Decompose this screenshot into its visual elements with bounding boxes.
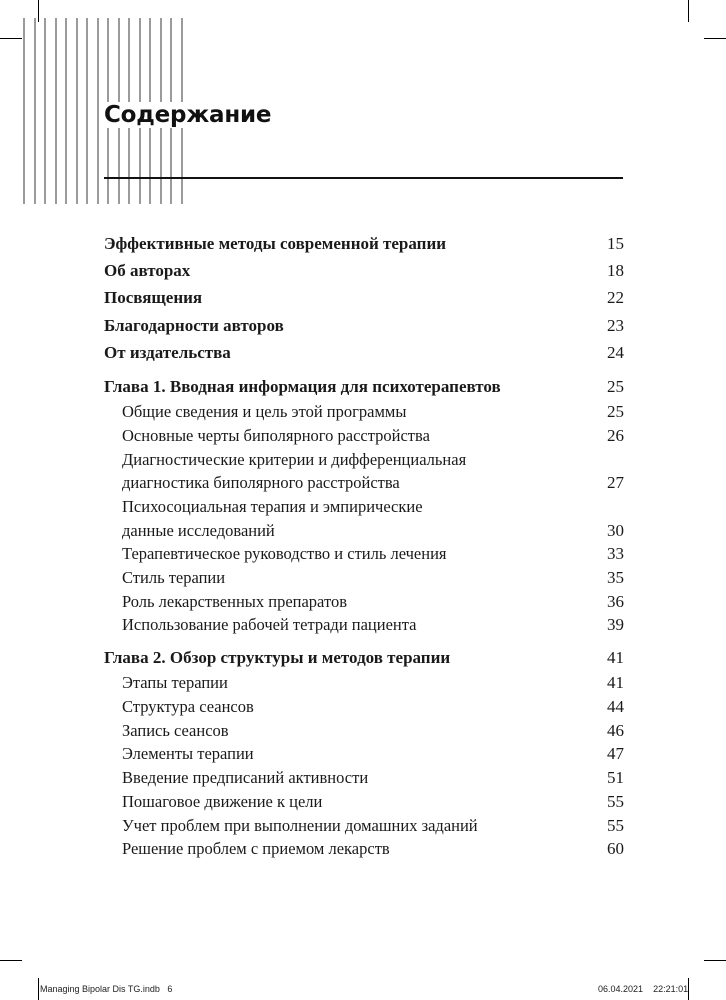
footer-page: 6 [167,984,173,994]
footer-time: 22:21:01 [653,984,689,994]
entry-title [122,424,624,448]
toc-subentry[interactable] [104,719,624,743]
toc-entry[interactable] [104,257,624,284]
entry-page-number: 44 [607,697,624,717]
footer-date: 06.04.2021 [598,984,644,994]
entry-page-number: 55 [607,815,624,835]
entry-title-line: данные исследований [122,520,275,540]
toc-subentry[interactable] [104,590,624,614]
entry-page-number: 24 [607,342,624,362]
toc-subentry[interactable] [104,542,624,566]
entry-title: Глава 1. Вводная информация для психотерапевтов [104,376,501,396]
toc-subentry[interactable] [104,671,624,695]
toc-subentry[interactable] [104,424,624,448]
entry-page-number: 60 [607,839,624,859]
stripe [97,18,99,204]
stripe [23,18,25,204]
entry-title [122,400,624,424]
entry-page-number: 41 [607,673,624,693]
toc-entry[interactable] [104,230,624,257]
entry-page-number: 30 [607,520,624,540]
footer-timestamp [598,984,688,994]
toc-subentry[interactable] [104,742,624,766]
entry-title-line: Решение проблем с приемом лекарств [122,839,390,859]
toc-entry[interactable] [104,339,624,366]
footer-file-name: Managing Bipolar Dis TG.indb [40,984,160,994]
entry-title-line: Роль лекарственных препаратов [122,591,347,611]
table-of-contents [104,230,624,861]
entry-page-number: 46 [607,720,624,740]
entry-page-number: 47 [607,744,624,764]
crop-mark [704,38,726,39]
entry-title-line: Терапевтическое руководство и стиль лечения [122,544,447,564]
entry-page-number: 18 [607,261,624,281]
entry-page-number: 15 [607,233,624,253]
crop-mark [688,978,689,1000]
section-gap [104,637,624,644]
entry-page-number: 25 [607,402,624,422]
crop-mark [0,960,22,961]
toc-subentry[interactable] [104,814,624,838]
footer-file [40,984,172,994]
stripe [55,18,57,204]
entry-title-line: Пошаговое движение к цели [122,791,323,811]
toc-entry[interactable] [104,284,624,311]
entry-page-number: 39 [607,615,624,635]
entry-title-line: Учет проблем при выполнении домашних заданий [122,815,478,835]
entry-title-line: Диагностические критерии и дифференциальная [122,449,467,469]
entry-title-line: Структура сеансов [122,697,254,717]
entry-title-line: Основные черты биполярного расстройства [122,425,430,445]
entry-title: От издательства [104,342,231,362]
toc-subentry[interactable] [104,495,624,542]
toc-subentry[interactable] [104,837,624,861]
section-gap [104,366,624,373]
toc-subentry[interactable] [104,566,624,590]
entry-title-line: Общие сведения и цель этой программы [122,402,407,422]
entry-page-number: 22 [607,288,624,308]
entry-title [122,790,624,814]
entry-page-number: 36 [607,591,624,611]
entry-title [122,695,624,719]
toc-subentry[interactable] [104,790,624,814]
stripe [86,18,88,204]
crop-mark [688,0,689,22]
entry-title: Об авторах [104,261,191,281]
title-rule [104,177,623,179]
crop-mark [704,960,726,961]
entry-title: Эффективные методы современной терапии [104,234,447,253]
entry-page-number: 41 [607,648,624,668]
toc-subentry[interactable] [104,766,624,790]
entry-title: Посвящения [104,288,203,308]
entry-title [122,719,624,743]
page-title: Содержание [104,102,272,128]
entry-page-number: 33 [607,544,624,564]
entry-title: Глава 2. Обзор структуры и методов терапии [104,648,451,668]
stripe [44,18,46,204]
entry-title-line: Этапы терапии [122,673,228,693]
entry-title: Благодарности авторов [104,315,284,335]
stripe [34,18,36,204]
crop-mark [38,978,39,1000]
entry-title-line: Запись сеансов [122,720,229,740]
entry-title-line: Стиль терапии [122,568,226,588]
entry-page-number: 27 [607,473,624,493]
entry-title [122,837,624,861]
toc-subentry[interactable] [104,400,624,424]
toc-subentry[interactable] [104,695,624,719]
entry-page-number: 23 [607,315,624,335]
toc-chapter-entry[interactable] [104,644,624,671]
entry-title-line: диагностика биполярного расстройства [122,473,400,493]
toc-entry[interactable] [104,312,624,339]
entry-title-line: Введение предписаний активности [122,768,369,788]
entry-title [122,566,624,590]
entry-title [122,766,624,790]
toc-subentry[interactable] [104,613,624,637]
toc-chapter-entry[interactable] [104,373,624,400]
entry-title [122,814,624,838]
entry-title [122,613,624,637]
entry-page-number: 25 [607,376,624,396]
toc-subentry[interactable] [104,448,624,495]
entry-title [122,742,624,766]
entry-title [122,495,624,542]
entry-title-line: Использование рабочей тетради пациента [122,615,417,635]
entry-page-number: 55 [607,791,624,811]
stripe [76,18,78,204]
entry-title [122,671,624,695]
entry-title [122,448,624,495]
entry-title [122,590,624,614]
entry-page-number: 51 [607,768,624,788]
entry-title-line: Психосоциальная терапия и эмпирические [122,496,423,516]
crop-mark [0,38,22,39]
entry-page-number: 26 [607,425,624,445]
entry-title [122,542,624,566]
stripe [65,18,67,204]
entry-page-number: 35 [607,568,624,588]
entry-title-line: Элементы терапии [122,744,254,764]
